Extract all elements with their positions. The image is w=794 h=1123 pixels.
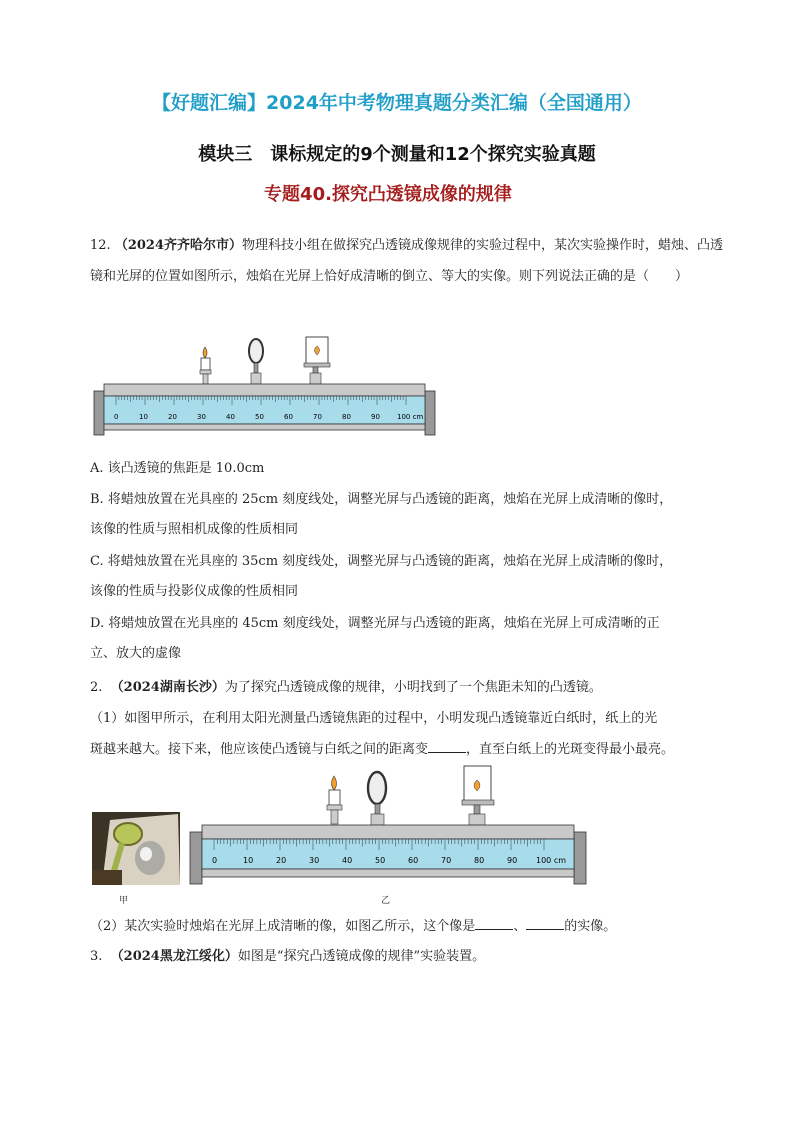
question-12-stem: 12. （2024齐齐哈尔市）物理科技小组在做探究凸透镜成像规律的实验过程中，某次实验操作时，蜡烛、凸透镜和光屏的位置如图所示，烛焰在光屏上恰好成清晰的倒立、等大的实像。则下列说法正确的是（ ）: [90, 238, 724, 284]
convex-lens: [249, 339, 263, 384]
question-2-part1-line1: （1）如图甲所示，在利用太阳光测量凸透镜焦距的过程中，小明发现凸透镜靠近白纸时，纸上的光: [90, 711, 658, 726]
scale-label: 70: [441, 856, 452, 865]
topic-title: 专题40.探究凸透镜成像的规律: [264, 184, 512, 205]
question-3-stem: 3. （2024黑龙江绥化）如图是“探究凸透镜成像的规律”实验装置。: [90, 949, 486, 964]
scale-label: 0: [212, 856, 218, 865]
scale-label: 30: [309, 856, 320, 865]
scale-label: 10: [139, 413, 148, 421]
answer-blank[interactable]: [475, 917, 513, 930]
scale-label: 20: [276, 856, 287, 865]
optical-bench-figure-1: [92, 335, 437, 437]
scale-label: 80: [342, 413, 351, 421]
light-screen: [462, 766, 494, 825]
scale-label: 50: [255, 413, 264, 421]
scale-label: 60: [408, 856, 419, 865]
candle: [327, 776, 342, 824]
scale-label: 40: [342, 856, 353, 865]
scale-label: 40: [226, 413, 235, 421]
scale-label: 30: [197, 413, 206, 421]
caption-jia: 甲: [119, 896, 129, 906]
option-a: A. 该凸透镜的焦距是 10.0cm: [90, 461, 265, 476]
option-b-line2: 该像的性质与照相机成像的性质相同: [90, 522, 299, 537]
scale-label: 90: [507, 856, 518, 865]
candle: [200, 347, 211, 384]
light-screen: [304, 337, 330, 384]
option-d-line1: D. 将蜡烛放置在光具座的 45cm 刻度线处，调整光屏与凸透镜的距离，烛焰在光屏上可成清晰的正: [90, 616, 660, 631]
doc-title: 【好题汇编】2024年中考物理真题分类汇编（全国通用）: [152, 92, 642, 114]
option-c-line1: C. 将蜡烛放置在光具座的 35cm 刻度线处，调整光屏与凸透镜的距离，烛焰在光屏上成清晰的像时，: [90, 554, 673, 569]
scale-label: 80: [474, 856, 485, 865]
question-2-part2: （2）某次实验时烛焰在光屏上成清晰的像，如图乙所示，这个像是 、 的实像。: [90, 919, 617, 934]
caption-yi: 乙: [381, 896, 391, 906]
scale-label: 60: [284, 413, 293, 421]
option-c-line2: 该像的性质与投影仪成像的性质相同: [90, 584, 299, 599]
scale-label: 20: [168, 413, 177, 421]
scale-label: 0: [114, 413, 119, 421]
answer-blank[interactable]: [526, 917, 564, 930]
module-title: 模块三 课标规定的9个测量和12个探究实验真题: [198, 144, 596, 165]
question-2-part1-line2: 斑越来越大。接下来，他应该使凸透镜与白纸之间的距离变 ，直至白纸上的光斑变得最小最亮。: [90, 742, 675, 757]
sunlight-lens-photo: [92, 812, 180, 885]
option-d-line2: 立、放大的虚像: [90, 646, 182, 661]
scale-label: 70: [313, 413, 322, 421]
scale-label: 100 cm: [397, 413, 424, 421]
scale-label: 50: [375, 856, 386, 865]
scale-label: 100 cm: [536, 856, 567, 865]
scale-label: 90: [371, 413, 380, 421]
option-b-line1: B. 将蜡烛放置在光具座的 25cm 刻度线处，调整光屏与凸透镜的距离，烛焰在光屏上成清晰的像时，: [90, 492, 673, 507]
answer-blank[interactable]: [428, 740, 466, 753]
scale-label: 10: [243, 856, 254, 865]
convex-lens: [368, 772, 386, 825]
optical-bench-figure-2: [188, 762, 588, 887]
question-2-stem: 2. （2024湖南长沙）为了探究凸透镜成像的规律，小明找到了一个焦距未知的凸透镜。: [90, 680, 602, 695]
